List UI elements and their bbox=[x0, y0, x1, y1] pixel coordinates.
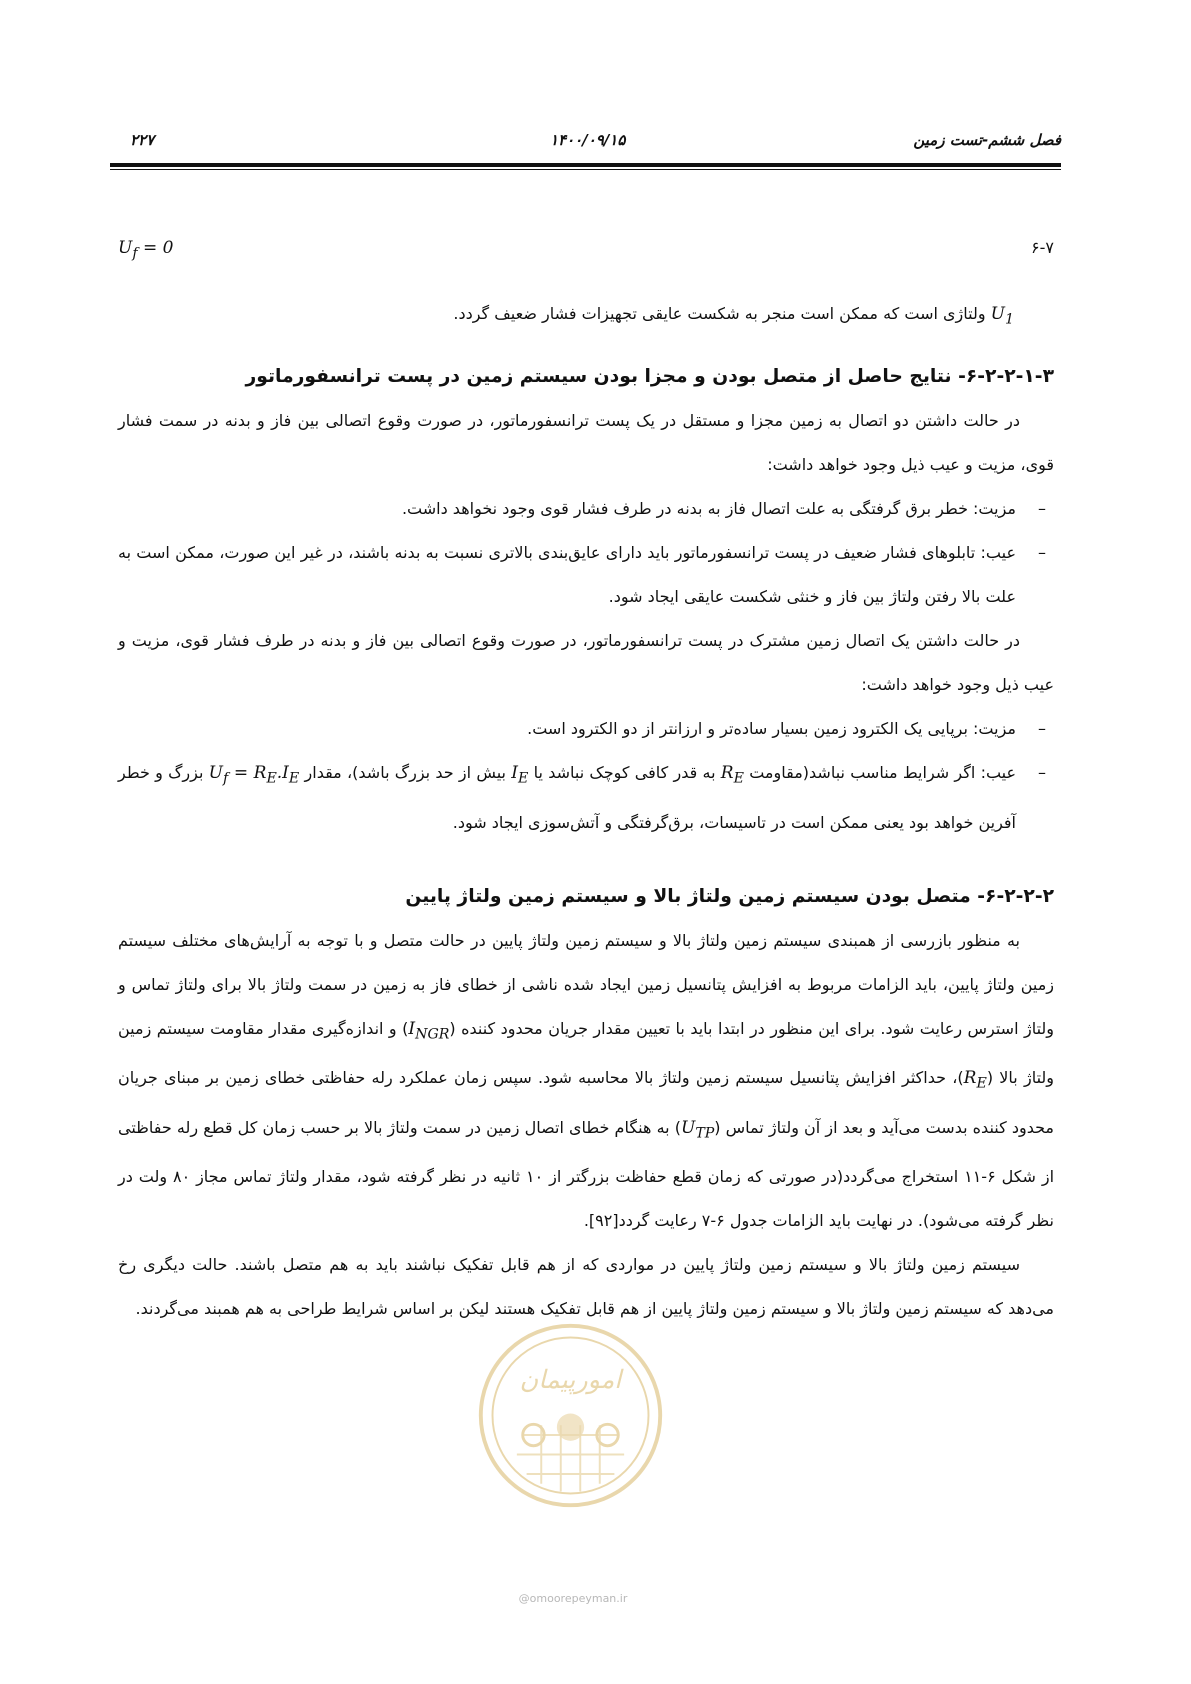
running-header bbox=[110, 131, 1061, 155]
list-item-text: عیب: تابلوهای فشار ضعیف در پست ترانسفورماتور باید دارای عایق‌بندی بالاتری نسبت به بدنه باشند، در غیر این صورت، ممکن است به علت بالا رفتن ولتاژ بین فاز و خنثی شکست عایقی ایجاد شود. bbox=[118, 543, 1016, 607]
list-item-text-part: بیش از حد بزرگ باشد)، مقدار bbox=[304, 763, 507, 783]
list-item bbox=[118, 751, 1054, 844]
list-item bbox=[118, 707, 1054, 751]
header-date: ۱۴۰۰/۰۹/۱۵ bbox=[550, 131, 626, 149]
u1-note-paragraph bbox=[118, 292, 1054, 341]
section1-list-1 bbox=[118, 487, 1054, 619]
dash-bullet: – bbox=[1038, 499, 1046, 519]
header-rule-thick bbox=[110, 163, 1061, 167]
math-ingr: $I_{NGR}$ bbox=[408, 1018, 450, 1043]
section1-paragraph-1: در حالت داشتن دو اتصال به زمین مجزا و مستقل در یک پست ترانسفورماتور، در صورت وقوع اتصالی بین فاز و بدنه در سمت فشار قوی، مزیت و عیب ذیل وجود خواهد داشت: bbox=[118, 411, 1054, 475]
section1-list-2 bbox=[118, 707, 1054, 844]
chapter-title: فصل ششم-تست زمین bbox=[913, 131, 1061, 149]
dash-bullet: – bbox=[1038, 763, 1046, 783]
equation-number: ۶-۷ bbox=[1031, 238, 1054, 257]
list-item bbox=[118, 487, 1054, 531]
list-item-text: مزیت: خطر برق گرفتگی به علت اتصال فاز به بدنه در طرف فشار قوی وجود نخواهد داشت. bbox=[401, 499, 1016, 519]
math-re2: $R_E$ bbox=[963, 1068, 987, 1092]
section-heading-1: ۶-۲-۲-۱-۳- نتایج حاصل از متصل بودن و مجزا بودن سیستم زمین در پست ترانسفورماتور bbox=[245, 366, 1054, 388]
math-uf-eq: $U_f = R_E.I_E$ bbox=[208, 763, 300, 787]
page-body bbox=[118, 232, 1054, 1331]
list-item-text-part: بزرگ و خطر آفرین خواهد بود یعنی ممکن است در تاسیسات، برق‌گرفتگی و آتش‌سوزی ایجاد شود. bbox=[118, 763, 1016, 832]
watermark-site: @omoorepeyman.ir bbox=[518, 1592, 628, 1605]
dash-bullet: – bbox=[1038, 719, 1046, 739]
list-item bbox=[118, 531, 1054, 619]
math-utp: $U_{TP}$ bbox=[680, 1117, 715, 1141]
math-re: $R_E$ bbox=[720, 763, 744, 787]
list-item-text-part: عیب: اگر شرایط مناسب نباشد(مقاومت bbox=[749, 763, 1017, 783]
math-u1: $U_1$ bbox=[990, 304, 1014, 328]
page-number: ۲۲۷ bbox=[130, 131, 155, 149]
section1-paragraph-2: در حالت داشتن یک اتصال زمین مشترک در پست ترانسفورماتور، در صورت وقوع اتصالی بین فاز و بدنه در طرف فشار قوی، مزیت و عیب ذیل وجود خواهد داشت: bbox=[118, 631, 1054, 695]
paragraph-text-part: ) به هنگام خطای اتصال زمین در سمت ولتاژ بالا بر حسب زمان کل قطع رله حفاظتی از شکل ۶-۱۱ استخراج می‌گردد(در صورتی که زمان قطع حفاظت بزرگتر از ۱۰ ثانیه در نظر گرفته شود، مقدار ولتاژ تماس مجاز ۸۰ ولت در نظر گرفته می‌شود). در نهایت باید الزامات جدول ۶-۷ رعایت گردد[۹۲]. bbox=[118, 1117, 1055, 1230]
list-item-text: مزیت: برپایی یک الکترود زمین بسیار ساده‌تر و ارزانتر از دو الکترود است. bbox=[527, 719, 1016, 739]
math-ie: $I_E$ bbox=[511, 763, 529, 787]
section2-paragraph-2: سیستم زمین ولتاژ بالا و سیستم زمین ولتاژ پایین در مواردی که از هم قابل تفکیک نباشند باید به هم متصل باشند. حالت دیگری رخ می‌دهد که سیستم زمین ولتاژ بالا و سیستم زمین ولتاژ پایین از هم قابل تفکیک هستند لیکن بر اساس شرایط طراحی به هم همبند می‌گردند. bbox=[118, 1254, 1054, 1318]
section2-paragraph-1 bbox=[118, 919, 1054, 1243]
equation-row bbox=[118, 232, 1054, 292]
dash-bullet: – bbox=[1038, 543, 1046, 563]
watermark-logo-text: امورپیمان bbox=[519, 1364, 622, 1395]
list-item-text-part: به قدر کافی کوچک نباشد یا bbox=[533, 763, 716, 783]
header-rule-thin bbox=[110, 169, 1061, 170]
paragraph-text-part: به منظور بازرسی از همبندی سیستم زمین ولتاژ بالا و سیستم زمین ولتاژ پایین در حالت متصل و با توجه به آرایش‌های مختلف سیستم زمین ولتاژ پایین، باید الزامات مربوط به افزایش پتانسیل زمین ایجاد شده ناشی از خطای فاز به زمین در سمت ولتاژ بالا برای ولتاژ تماس و ولتاژ استرس رعایت شود. برای این منظور در ابتدا باید با تعیین مقدار جریان محدود کننده ( bbox=[118, 930, 1055, 1038]
paragraph-text-part: )، حداکثر افزایش پتانسیل سیستم زمین ولتاژ بالا محاسبه شود. سپس زمان عملکرد رله حفاظتی خطای زمین بر مبنای جریان محدود کننده بدست می‌آید و بعد از آن ولتاژ تماس ( bbox=[118, 1068, 1055, 1137]
u1-note-text: ولتاژی است که ممکن است منجر به شکست عایقی تجهیزات فشار ضعیف گردد. bbox=[453, 304, 986, 323]
section-heading-2: ۶-۲-۲-۲- متصل بودن سیستم زمین ولتاژ بالا و سیستم زمین ولتاژ پایین bbox=[405, 885, 1054, 907]
watermark-seal bbox=[473, 1318, 668, 1513]
equation-formula: $U_f = 0$ bbox=[118, 238, 174, 262]
paragraph-text-part: ) و اندازه‌گیری مقدار مقاومت سیستم زمین ولتاژ بالا ( bbox=[118, 1018, 1054, 1088]
